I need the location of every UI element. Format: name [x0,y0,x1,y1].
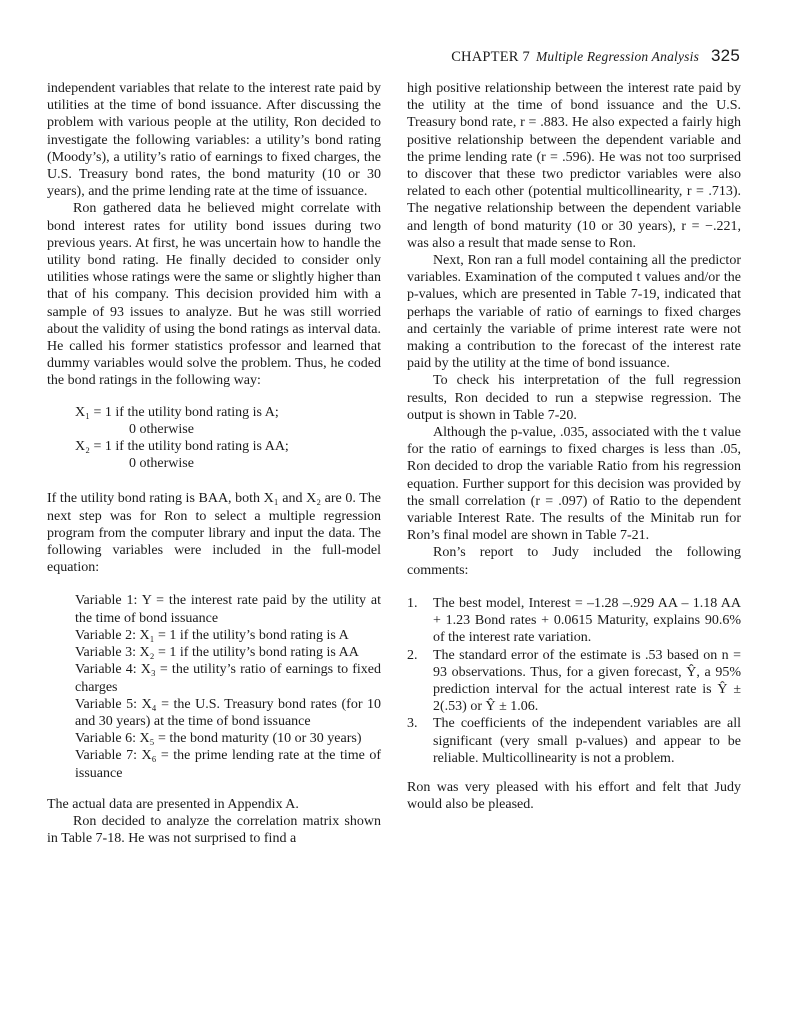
chapter-label: CHAPTER 7 [451,49,530,65]
variable-item: Variable 5: X₄ = the U.S. Treasury bond rates (for 10 and 30 years) at the time of bond issuance [75,696,381,729]
list-number: 3. [407,716,418,732]
variable-item: Variable 3: X₂ = 1 if the utility’s bond rating is AA [75,645,359,661]
code-line: 0 otherwise [129,456,194,472]
dummy-variable-codes [75,404,381,473]
paragraph: To check his interpretation of the full regression results, Ron decided to run a stepwise regression. The output is shown in Table 7-20. [407,373,741,423]
paragraph: Ron gathered data he believed might correlate with bond interest rates for utility bond issues during two previous years. At first, he was uncertain how to handle the utility bond rating. He finally decided to consider only utilities whose ratings were the same or slightly higher than that of his company. This decision provided him with a sample of 93 issues to analyze. But he was still worried about the validity of using the bond ratings as interval data. He called his former statistics professor and learned that dummy variables would solve the problem. Thus, he coded the bond ratings in the following way: [47,201,381,389]
left-column [47,80,381,847]
paragraph: Next, Ron ran a full model containing all the predictor variables. Examination of the computed t values and/or the p-values, which are presented in Table 7-19, indicated that perhaps the variable of ratio of earnings to fixed charges and certainly the variable of prime interest rate were not making a contribution to the forecast of the interest rate paid by the utility at the time of bond issuance. [407,253,741,372]
variable-item: Variable 4: X₃ = the utility’s ratio of earnings to fixed charges [75,662,381,695]
list-text: The standard error of the estimate is .53 based on n = 93 observations. Thus, for a given forecast, Ŷ, a 95% prediction interval for the actual interest rate is Ŷ ± 2(.53) or Ŷ ± 1.06. [433,647,741,715]
variable-item: Variable 7: X₆ = the prime lending rate at the time of issuance [75,748,381,781]
list-item [407,715,741,767]
paragraph: The actual data are presented in Appendix A. [47,796,299,812]
code-line: 0 otherwise [129,421,194,437]
list-text: The best model, Interest = –1.28 –.929 AA – 1.18 AA + 1.23 Bond rates + 0.0615 Maturity, explains 90.6% of the interest rate variation. [433,595,741,646]
paragraph: high positive relationship between the interest rate paid by the utility at the time of bond issuance and the U.S. Treasury bond rate, r = .883. He also expected a fairly high positive relationship between the dependent variable and the prime lending rate (r = .596). He was not too surprised to discover that these two predictor variables were also related to each other (potential multicollinearity, r = .713). The negative relationship between the dependent variable and length of bond maturity (10 or 30 years), r = −.221, was also a result that made sense to Ron. [407,81,741,251]
paragraph: independent variables that relate to the interest rate paid by utilities at the time of bond issuance. After discussing the problem with various people at the utility, Ron decided to investigate the following variables: a utility’s bond rating (Moody’s), a utility’s ratio of earnings to fixed charges, the U.S. Treasury bond rates, the bond maturity (10 or 30 years), and the prime lending rate at the time of issuance. [47,81,381,200]
page-number: 325 [711,46,740,65]
paragraph: If the utility bond rating is BAA, both X₁ and X₂ are 0. The next step was for Ron to select a multiple regression program from the computer library and input the data. The following variables were included in the full-model equation: [47,491,381,576]
paragraph: Ron’s report to Judy included the following comments: [407,545,741,578]
paragraph: Ron decided to analyze the correlation matrix shown in Table 7-18. He was not surprised to find a [47,813,381,847]
variable-item: Variable 6: X₅ = the bond maturity (10 or 30 years) [75,731,362,747]
chapter-title: Multiple Regression Analysis [535,49,700,64]
variable-item: Variable 1: Y = the interest rate paid by the utility at the time of bond issuance [75,593,381,626]
list-item [407,647,741,716]
list-text: The coefficients of the independent variables are all significant (very small p-values) and appear to be reliable. Multicollinearity is not a problem. [433,716,741,766]
variable-list [75,592,381,781]
variable-item: Variable 2: X₁ = 1 if the utility’s bond rating is A [75,627,349,643]
code-line: X₁ = 1 if the utility bond rating is A; [75,404,279,420]
code-line: X₂ = 1 if the utility bond rating is AA; [75,439,289,455]
comments-list [407,595,741,767]
right-column [407,80,741,813]
list-item [407,595,741,647]
list-number: 1. [407,595,418,611]
running-header [451,46,740,66]
paragraph: Ron was very pleased with his effort and felt that Judy would also be pleased. [407,779,741,813]
paragraph: Although the p-value, .035, associated with the t value for the ratio of earnings to fixed charges is less than .05, Ron decided to drop the variable Ratio from his regression equation. Further support for this decision was provided by the small correlation (r = .097) of Ratio to the dependent variable Interest Rate. The results of the Minitab run for Ron’s final model are shown in Table 7-21. [407,425,741,544]
list-number: 2. [407,647,418,663]
